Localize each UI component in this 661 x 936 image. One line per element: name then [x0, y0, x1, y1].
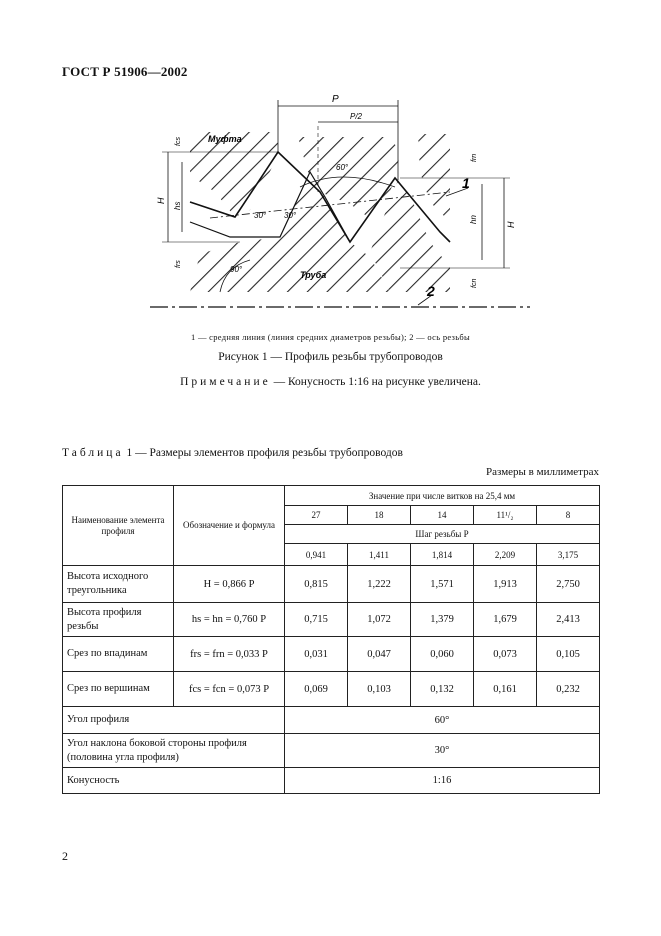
pitch-value: 0,941 — [285, 544, 348, 566]
table-row — [63, 768, 600, 794]
cell-value: 1,571 — [411, 566, 474, 603]
table-row — [63, 734, 600, 768]
thread-count: 14 — [411, 506, 474, 525]
header-formula: Обозначение и формула — [174, 486, 285, 566]
cell-value: 1,913 — [474, 566, 537, 603]
label-frs: frs — [175, 260, 182, 268]
label-angle-30a: 30° — [254, 211, 267, 220]
cell-value: 0,105 — [537, 637, 600, 672]
figure-caption: Рисунок 1 — Профиль резьбы трубопроводов — [218, 351, 443, 363]
page-number: 2 — [62, 849, 68, 863]
label-P2: P/2 — [350, 112, 363, 121]
pitch-value: 3,175 — [537, 544, 600, 566]
merged-value: 30° — [285, 734, 600, 768]
table-header-row — [63, 486, 600, 506]
label-angle-60: 60° — [336, 163, 349, 172]
table-row — [63, 637, 600, 672]
row-name: Конусность — [63, 768, 285, 794]
cell-value: 1,679 — [474, 603, 537, 637]
thread-dimensions-table — [62, 485, 600, 794]
thread-count: 11¹/₂ — [474, 506, 537, 525]
thread-count: 18 — [348, 506, 411, 525]
document-header: ГОСТ Р 51906—2002 — [62, 64, 188, 79]
table-title-label: Таблица — [62, 447, 124, 459]
label-1: 1 — [462, 175, 470, 191]
pitch-value: 2,209 — [474, 544, 537, 566]
table-row — [63, 672, 600, 707]
row-formula: fcs = fcn = 0,073 P — [174, 672, 285, 707]
row-name: Высота профиля резьбы — [63, 603, 174, 637]
label-hs: hs — [173, 201, 182, 210]
note-label: Примечание — [180, 376, 271, 388]
header-element-name: Наименование элемента профиля — [63, 486, 174, 566]
label-H-left: H — [156, 197, 166, 204]
row-formula: frs = frn = 0,033 P — [174, 637, 285, 672]
table-title-text: 1 — Размеры элементов профиля резьбы трубопроводов — [126, 447, 403, 459]
row-formula: hs = hn = 0,760 P — [174, 603, 285, 637]
pitch-value: 1,411 — [348, 544, 411, 566]
label-fcn: fcn — [471, 278, 478, 288]
coupling-section — [190, 132, 280, 217]
label-truba: Труба — [300, 270, 327, 280]
label-angle-30b: 30° — [284, 211, 297, 220]
figure-note — [0, 376, 661, 388]
cell-value: 0,073 — [474, 637, 537, 672]
thread-count: 8 — [537, 506, 600, 525]
pitch-label: Шаг резьбы P — [285, 525, 600, 544]
row-name: Угол наклона боковой стороны профиля (половина угла профиля) — [63, 734, 285, 768]
cell-value: 2,413 — [537, 603, 600, 637]
label-H-right: H — [506, 221, 516, 228]
cell-value: 0,161 — [474, 672, 537, 707]
label-2: 2 — [427, 283, 435, 299]
cell-value: 1,379 — [411, 603, 474, 637]
label-frn: frn — [471, 153, 478, 162]
units-note: Размеры в миллиметрах — [486, 466, 599, 478]
label-hn: hn — [469, 215, 478, 224]
cell-value: 1,222 — [348, 566, 411, 603]
thread-count: 27 — [285, 506, 348, 525]
table-row — [63, 707, 600, 734]
cell-value: 1,072 — [348, 603, 411, 637]
merged-value: 60° — [285, 707, 600, 734]
cell-value: 0,103 — [348, 672, 411, 707]
table-row — [63, 566, 600, 603]
note-text: — Конусность 1:16 на рисунке увеличена. — [273, 376, 481, 388]
cell-value: 0,031 — [285, 637, 348, 672]
cell-value: 2,750 — [537, 566, 600, 603]
label-angle-90: 90° — [230, 265, 243, 274]
cell-value: 0,060 — [411, 637, 474, 672]
row-name: Угол профиля — [63, 707, 285, 734]
header-values: Значение при числе витков на 25,4 мм — [285, 486, 600, 506]
cell-value: 0,232 — [537, 672, 600, 707]
cell-value: 0,069 — [285, 672, 348, 707]
row-name: Высота исходного треугольника — [63, 566, 174, 603]
merged-value: 1:16 — [285, 768, 600, 794]
row-name: Срез по впадинам — [63, 637, 174, 672]
figure-legend: 1 — средняя линия (линия средних диаметров резьбы); 2 — ось резьбы — [190, 332, 471, 342]
row-formula: H = 0,866 P — [174, 566, 285, 603]
label-mufta: Муфта — [208, 134, 242, 144]
cell-value: 0,715 — [285, 603, 348, 637]
label-P: P — [332, 94, 339, 105]
pitch-value: 1,814 — [411, 544, 474, 566]
table-title — [62, 447, 403, 459]
thread-profile-figure — [150, 92, 530, 322]
table-row — [63, 603, 600, 637]
label-fcs: fcs — [175, 137, 182, 146]
row-name: Срез по вершинам — [63, 672, 174, 707]
cell-value: 0,047 — [348, 637, 411, 672]
cell-value: 0,815 — [285, 566, 348, 603]
cell-value: 0,132 — [411, 672, 474, 707]
